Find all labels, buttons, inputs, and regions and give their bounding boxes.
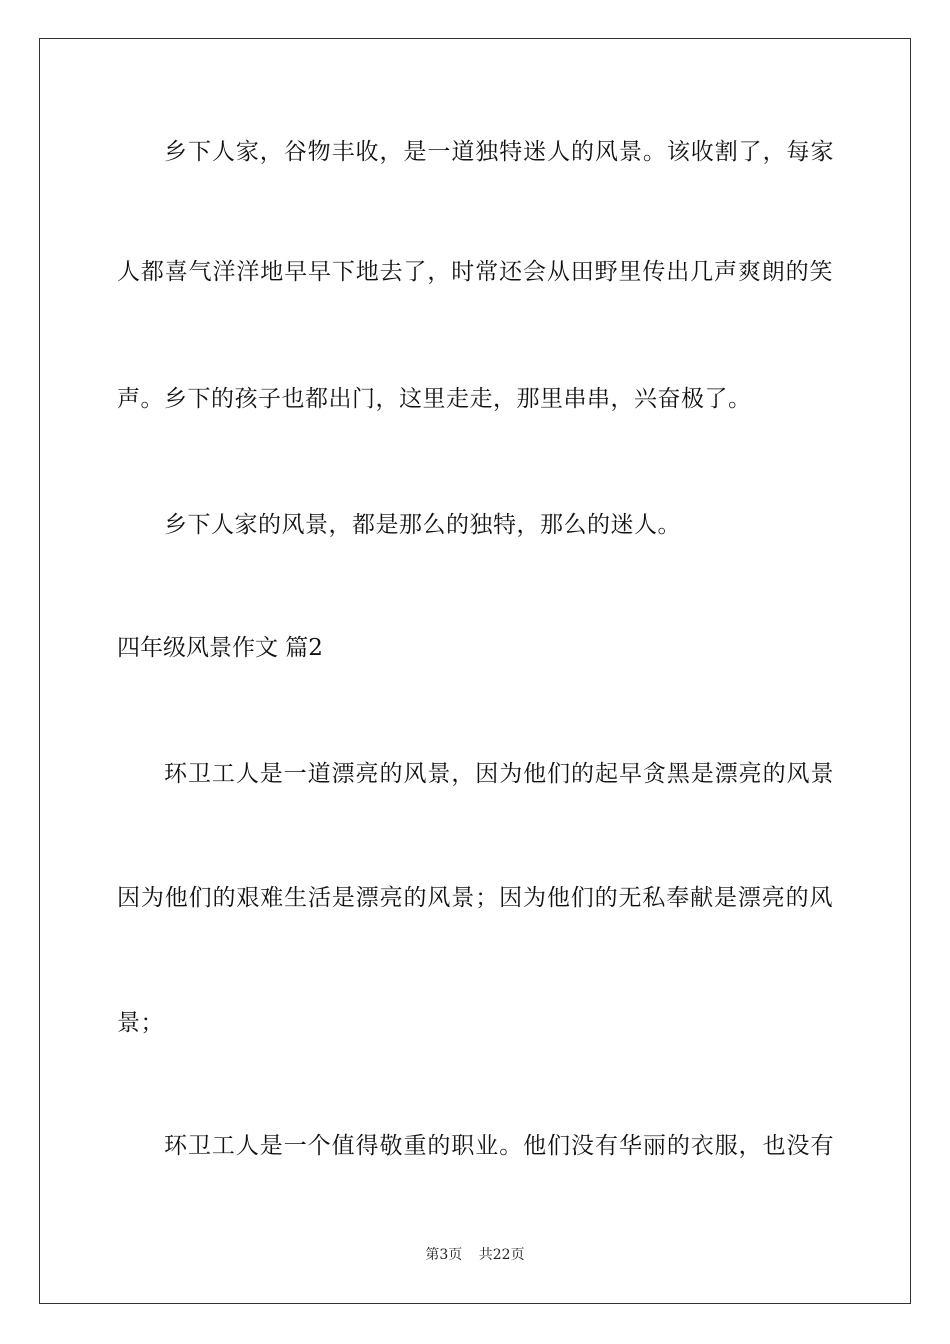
page-number: 第3页 — [425, 1247, 463, 1263]
paragraph-line: 景； — [117, 1010, 164, 1036]
paragraph-line: 声。乡下的孩子也都出门，这里走走，那里串串，兴奋极了。 — [117, 386, 752, 412]
page-total: 共22页 — [478, 1247, 525, 1263]
paragraph-line: 环卫工人是一道漂亮的风景，因为他们的起早贪黑是漂亮的风景 — [164, 761, 834, 787]
page-footer — [0, 1246, 950, 1264]
paragraph-line: 乡下人家，谷物丰收，是一道独特迷人的风景。该收割了，每家 — [164, 139, 834, 165]
paragraph-line: 因为他们的艰难生活是漂亮的风景；因为他们的无私奉献是漂亮的风 — [117, 885, 833, 911]
section-heading: 四年级风景作文 篇2 — [117, 635, 323, 661]
paragraph-line: 人都喜气洋洋地早早下地去了，时常还会从田野里传出几声爽朗的笑 — [117, 259, 833, 285]
page-border — [39, 38, 911, 1304]
paragraph-line: 乡下人家的风景，都是那么的独特，那么的迷人。 — [164, 512, 681, 538]
paragraph-line: 环卫工人是一个值得敬重的职业。他们没有华丽的衣服，也没有 — [164, 1133, 834, 1159]
